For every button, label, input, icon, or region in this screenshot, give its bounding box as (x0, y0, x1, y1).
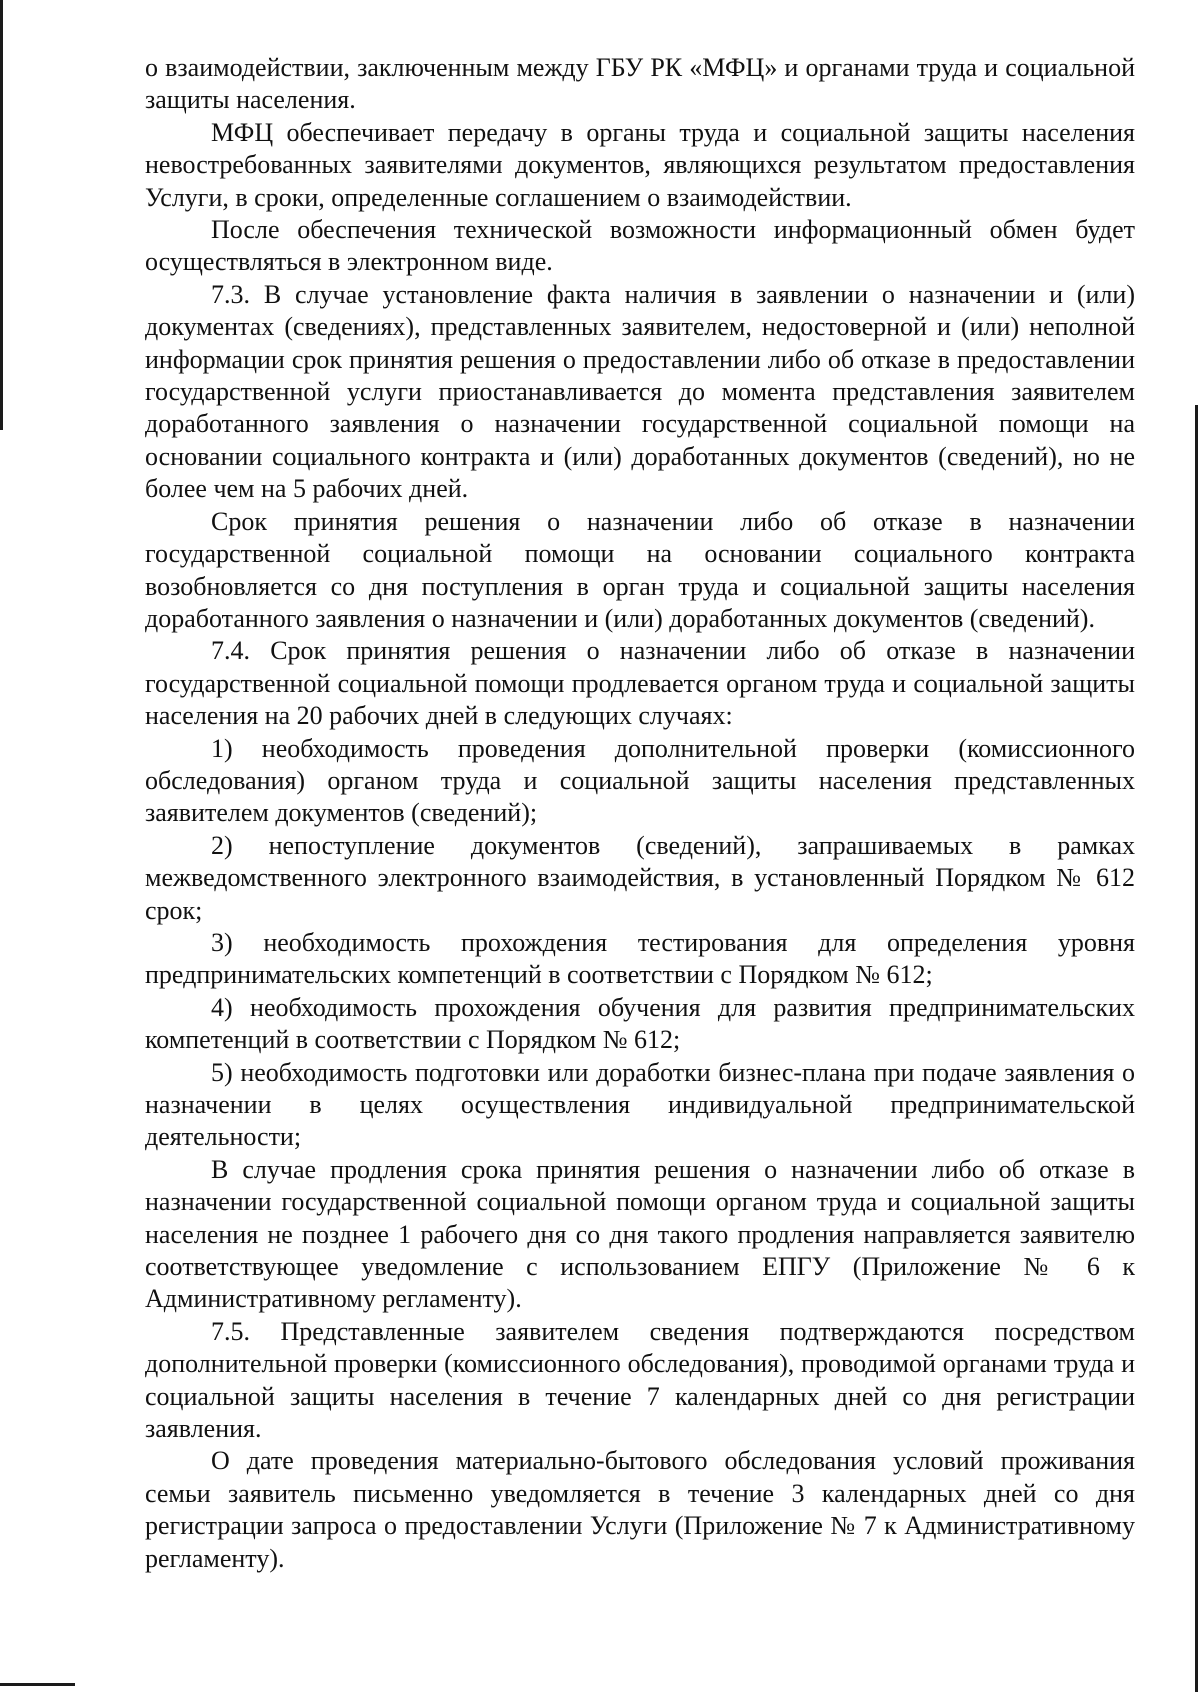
paragraph-7-3: 7.3. В случае установление факта наличия в заявлении о назначении и (или) документах (сведениях), представленных заявителем, недостоверной и (или) неполной информации срок принятия решения о предоставлении либо об отказе в предоставлении государственной услуги приостанавливается до момента представления заявителем доработанного заявления о назначении государственной социальной помощи на основании социального контракта и (или) доработанных документов (сведений), но не более чем на 5 рабочих дней. (145, 279, 1135, 504)
paragraph-mfc-transfer: МФЦ обеспечивает передачу в органы труда и социальной защиты населения невостребованных заявителями документов, являющихся результатом предоставления Услуги, в сроки, определенные соглашением о взаимодействии. (145, 117, 1135, 212)
paragraph-continuation: о взаимодействии, заключенным между ГБУ РК «МФЦ» и органами труда и социальной защиты населения. (145, 53, 1135, 115)
scan-edge-right (1195, 405, 1198, 1692)
paragraph-electronic-exchange: После обеспечения технической возможности информационный обмен будет осуществляться в электронном виде. (145, 215, 1135, 277)
paragraph-inspection-date: О дате проведения материально-бытового обследования условий проживания семьи заявитель письменно уведомляется в течение 3 календарных дней со дня регистрации запроса о предоставлении Услуги (Приложение № 7 к Административному регламенту). (145, 1446, 1135, 1573)
paragraph-extension-notice: В случае продления срока принятия решения о назначении либо об отказе в назначении государственной социальной помощи органом труда и социальной защиты населения не позднее 1 рабочего дня со дня такого продления направляется заявителю соответствующее уведомление с использованием ЕПГУ (Приложение № 6 к Административному регламенту). (145, 1154, 1135, 1314)
paragraph-7-4: 7.4. Срок принятия решения о назначении либо об отказе в назначении государственной социальной помощи продлевается органом труда и социальной защиты населения на 20 рабочих дней в следующих случаях: (145, 636, 1135, 731)
paragraph-7-5: 7.5. Представленные заявителем сведения подтверждаются посредством дополнительной проверки (комиссионного обследования), проводимой органами труда и социальной защиты населения в течение 7 календарных дней со дня регистрации заявления. (145, 1316, 1135, 1444)
paragraph-7-3-resume: Срок принятия решения о назначении либо об отказе в назначении государственной социальной помощи на основании социального контракта возобновляется со дня поступления в орган труда и социальной защиты населения доработанного заявления о назначении и (или) доработанных документов (сведений). (145, 506, 1135, 633)
scan-edge-bottom (0, 1683, 75, 1686)
list-item-4: 4) необходимость прохождения обучения для развития предпринимательских компетенций в соответствии с Порядком № 612; (145, 992, 1135, 1055)
list-item-3: 3) необходимость прохождения тестирования для определения уровня предпринимательских компетенций в соответствии с Порядком № 612; (145, 927, 1135, 990)
document-page (145, 52, 1135, 1575)
scan-edge-left (0, 0, 3, 430)
list-item-5: 5) необходимость подготовки или доработки бизнес-плана при подаче заявления о назначении в целях осуществления индивидуальной предпринимательской деятельности; (145, 1057, 1135, 1152)
list-item-1: 1) необходимость проведения дополнительной проверки (комиссионного обследования) органом труда и социальной защиты населения представленных заявителем документов (сведений); (145, 733, 1135, 828)
list-item-2: 2) непоступление документов (сведений), запрашиваемых в рамках межведомственного электронного взаимодействия, в установленный Порядком № 612 срок; (145, 830, 1135, 925)
